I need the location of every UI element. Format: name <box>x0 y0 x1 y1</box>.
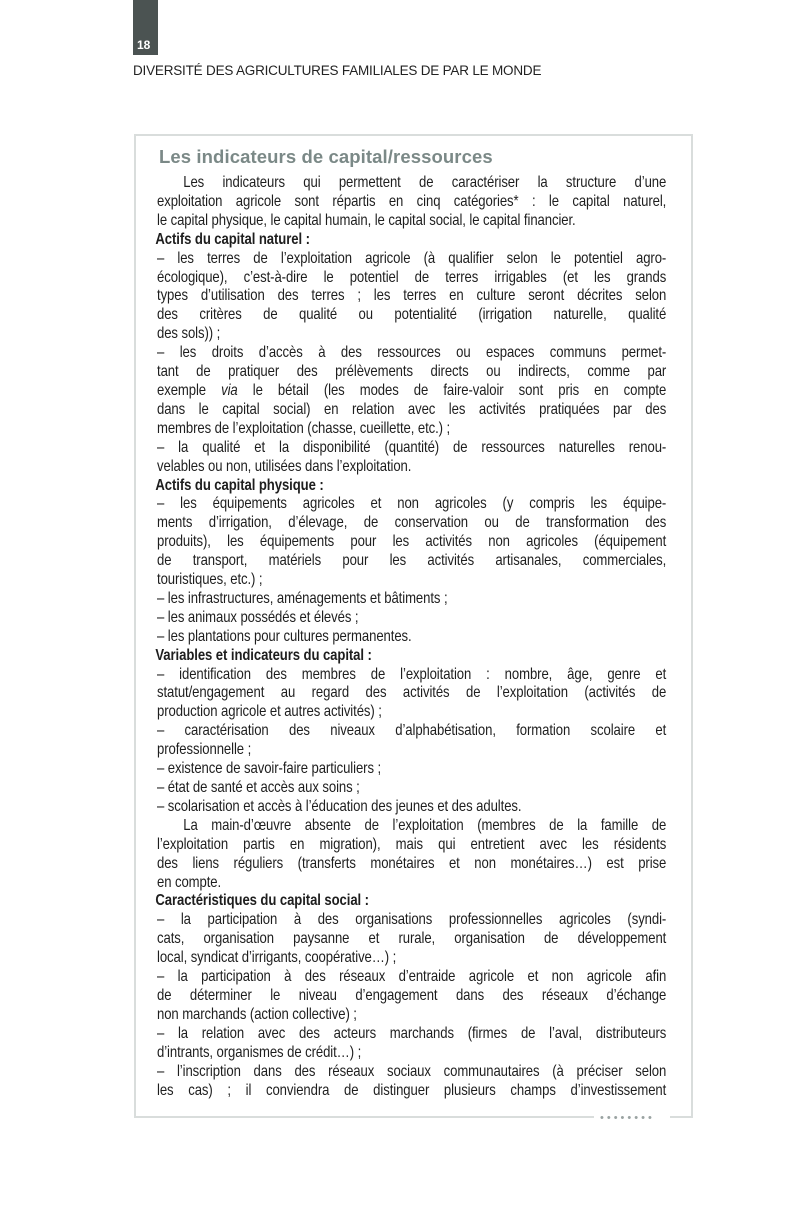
text-segment: des critères de qualité ou potentialité (irrigation naturelle, qualité <box>157 306 667 324</box>
text-line <box>157 382 666 401</box>
text-segment: types d’utilisation des terres ; les terres en culture seront décrites selon <box>157 287 667 305</box>
text-segment: exemple <box>157 381 222 399</box>
text-line <box>157 911 666 930</box>
text-line <box>157 855 666 874</box>
text-segment: – les plantations pour cultures permanentes. <box>157 627 412 645</box>
text-line <box>157 874 666 893</box>
text-line <box>157 344 666 363</box>
text-segment: tant de pratiquer des prélèvements directs ou indirects, comme par <box>157 363 667 381</box>
text-line <box>157 269 666 288</box>
text-segment: La main-d’œuvre absente de l’exploitation (membres de la famille de <box>183 816 667 834</box>
text-line <box>157 306 666 325</box>
text-line <box>157 458 666 477</box>
text-line <box>157 1063 666 1082</box>
text-line <box>157 817 666 836</box>
text-line <box>157 325 666 344</box>
text-line <box>157 552 666 571</box>
text-segment: de déterminer le niveau d’engagement dans des réseaux d’échange <box>157 986 667 1004</box>
box-body <box>157 174 666 1100</box>
text-line <box>157 798 666 817</box>
text-line <box>157 741 666 760</box>
text-segment: – la relation avec des acteurs marchands (firmes de l’aval, distributeurs <box>157 1024 667 1042</box>
text-segment: produits), les équipements pour les activités non agricoles (équipement <box>157 533 667 551</box>
text-segment: non marchands (action collective) ; <box>157 1005 357 1023</box>
text-line <box>157 779 666 798</box>
text-line <box>157 836 666 855</box>
text-segment: – identification des membres de l’exploitation : nombre, âge, genre et <box>157 665 667 683</box>
text-segment: en compte. <box>157 873 222 891</box>
text-segment: statut/engagement au regard des activités de l’exploitation (activités de <box>157 684 667 702</box>
italic-segment: via <box>221 381 238 399</box>
text-line <box>157 968 666 987</box>
text-segment: – les infrastructures, aménagements et bâtiments ; <box>157 589 448 607</box>
text-line <box>157 930 666 949</box>
text-line <box>157 495 666 514</box>
text-segment: exploitation agricole sont répartis en cinq catégories* : le capital naturel, <box>157 192 667 210</box>
text-line <box>157 363 666 382</box>
text-segment: – les équipements agricoles et non agricoles (y compris les équipe- <box>157 495 667 513</box>
text-line <box>157 628 666 647</box>
text-segment: d’intrants, organismes de crédit…) ; <box>157 1043 362 1061</box>
text-line <box>157 1044 666 1063</box>
text-segment: Caractéristiques du capital social : <box>155 892 369 910</box>
text-segment: cats, organisation paysanne et rurale, organisation de développement <box>157 930 667 948</box>
section-heading <box>155 231 666 250</box>
section-heading <box>155 647 666 666</box>
text-segment: – la participation à des réseaux d’entraide agricole et non agricole afin <box>157 968 667 986</box>
text-segment: Actifs du capital naturel : <box>155 230 310 248</box>
text-segment: – état de santé et accès aux soins ; <box>157 779 360 796</box>
page-number: 18 <box>137 38 151 52</box>
text-line <box>157 174 666 193</box>
text-segment: le capital physique, le capital humain, le capital social, le capital financier. <box>157 211 576 229</box>
text-line <box>157 212 666 231</box>
text-segment: – existence de savoir-faire particuliers ; <box>157 760 382 778</box>
text-segment: – la qualité et la disponibilité (quantité) de ressources naturelles renou- <box>157 438 667 456</box>
text-segment: – les droits d’accès à des ressources ou espaces communs permet- <box>157 344 667 362</box>
text-line <box>157 287 666 306</box>
text-line <box>157 1082 666 1101</box>
text-line <box>157 703 666 722</box>
text-segment: des liens réguliers (transferts monétaires et non monétaires…) est prise <box>157 854 667 872</box>
text-line <box>157 987 666 1006</box>
text-line <box>157 401 666 420</box>
text-line <box>157 439 666 458</box>
text-segment: le bétail (les modes de faire-valoir sont pris en compte <box>237 381 667 399</box>
text-line <box>157 514 666 533</box>
text-line <box>157 250 666 269</box>
running-title: DIVERSITÉ DES AGRICULTURES FAMILIALES DE PAR LE MONDE <box>133 63 542 78</box>
text-segment: Variables et indicateurs du capital : <box>155 646 372 664</box>
text-segment: professionnelle ; <box>157 741 252 759</box>
text-segment: les cas) ; il conviendra de distinguer plusieurs champs d’investissement <box>157 1081 667 1099</box>
text-segment: local, syndicat d’irrigants, coopérative…) ; <box>157 949 397 967</box>
footer-dots: •••••••• <box>600 1112 655 1124</box>
text-segment: velables ou non, utilisées dans l’exploitation. <box>157 457 412 475</box>
text-segment: l’exploitation partis en migration), mais qui entretient avec les résidents <box>157 835 667 853</box>
text-line <box>157 949 666 968</box>
text-line <box>157 590 666 609</box>
text-segment: de transport, matériels pour les activités artisanales, commerciales, <box>157 552 667 570</box>
box-title: Les indicateurs de capital/ressources <box>159 146 493 167</box>
text-line <box>157 533 666 552</box>
section-heading <box>155 477 666 496</box>
text-segment: écologique), c’est-à-dire le potentiel de terres irrigables (et les grands <box>157 268 667 286</box>
text-line <box>157 684 666 703</box>
text-line <box>157 609 666 628</box>
text-segment: – les terres de l’exploitation agricole (à qualifier selon le potentiel agro- <box>157 249 667 267</box>
text-segment: – caractérisation des niveaux d’alphabétisation, formation scolaire et <box>157 722 667 740</box>
text-segment: production agricole et autres activités) ; <box>157 703 382 721</box>
text-segment: Actifs du capital physique : <box>155 476 324 494</box>
text-segment: touristiques, etc.) ; <box>157 571 263 589</box>
section-heading <box>155 892 666 911</box>
text-line <box>157 1006 666 1025</box>
text-line <box>157 666 666 685</box>
text-line <box>157 760 666 779</box>
text-segment: Les indicateurs qui permettent de caractériser la structure d’une <box>183 174 667 191</box>
text-segment: – scolarisation et accès à l’éducation des jeunes et des adultes. <box>157 797 522 815</box>
text-line <box>157 1025 666 1044</box>
text-segment: – l’inscription dans des réseaux sociaux communautaires (à préciser selon <box>157 1062 667 1080</box>
text-segment: – la participation à des organisations professionnelles agricoles (syndi- <box>157 911 667 929</box>
text-line <box>157 420 666 439</box>
box-bottom-border-end <box>670 1116 693 1118</box>
page-number-tab <box>133 0 158 55</box>
text-segment: des sols)) ; <box>157 325 221 343</box>
text-line <box>157 193 666 212</box>
text-segment: dans le capital social) en relation avec les activités pratiquées par des <box>157 400 667 418</box>
text-segment: – les animaux possédés et élevés ; <box>157 608 359 626</box>
text-line <box>157 571 666 590</box>
text-segment: ments d’irrigation, d’élevage, de conservation ou de transformation des <box>157 514 667 532</box>
text-line <box>157 722 666 741</box>
text-segment: membres de l’exploitation (chasse, cueillette, etc.) ; <box>157 419 451 437</box>
box-bottom-border <box>134 1116 594 1118</box>
